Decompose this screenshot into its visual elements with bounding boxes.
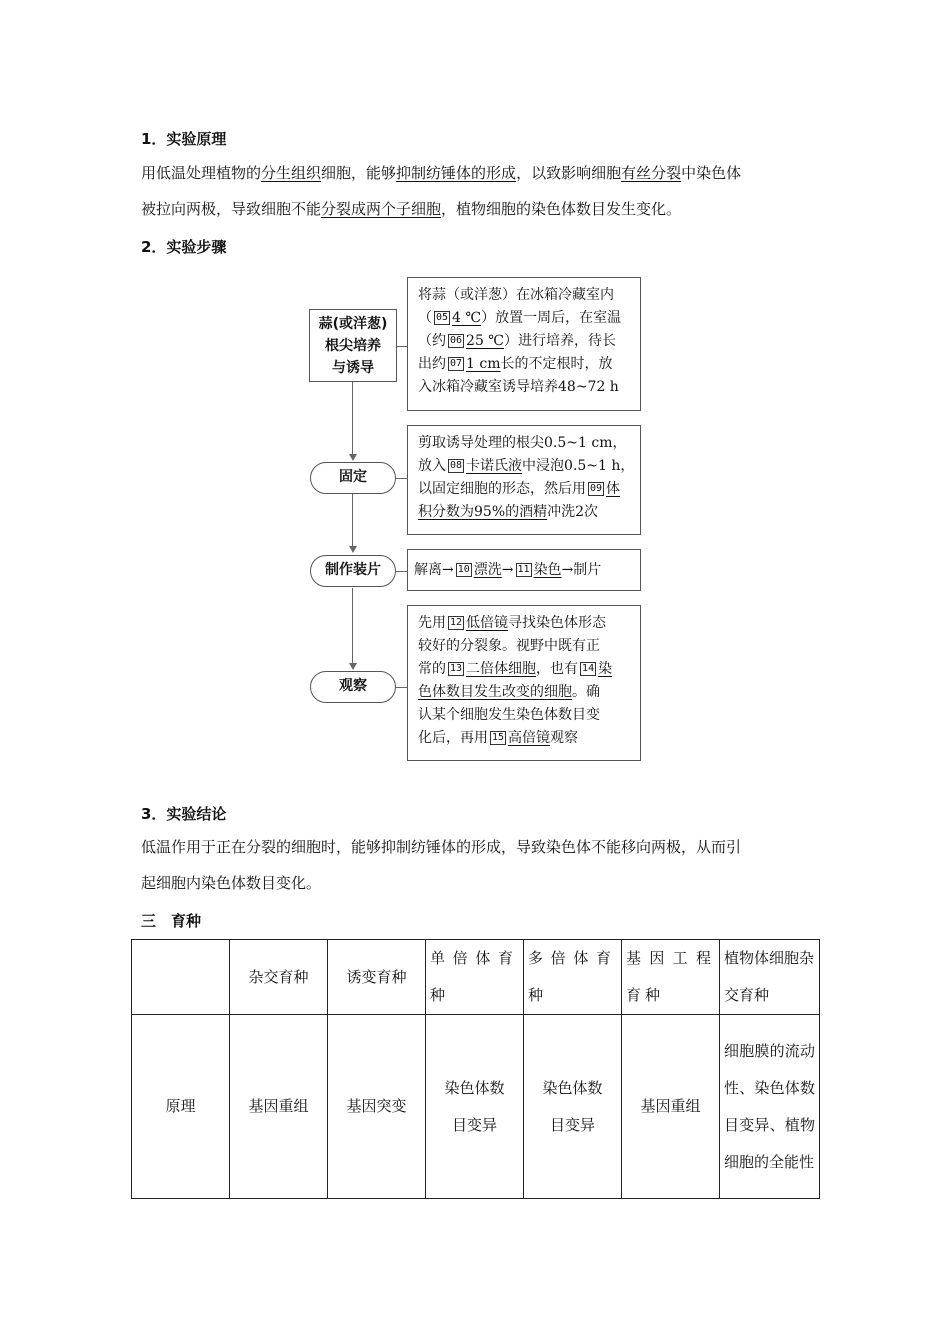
table-header-cell: 单倍体育种 — [426, 940, 524, 1015]
blank-answer: 体 — [606, 481, 621, 497]
table-cell: 细胞膜的流动性、染色体数目变异、植物细胞的全能性 — [720, 1015, 820, 1199]
desc-fix — [407, 425, 641, 535]
text: 中浸泡0.5~1 h， — [522, 458, 635, 474]
blank-number: 10 — [457, 564, 470, 575]
arrow-down-icon — [349, 454, 357, 461]
blank-number: 14 — [582, 663, 595, 674]
blank-answer: 25 ℃ — [466, 333, 504, 349]
blank-answer: 分生组织 — [261, 164, 322, 182]
text: 。确 — [572, 684, 600, 700]
section-heading-conclusion: 3．实验结论 — [141, 805, 227, 823]
blank-number: 12 — [450, 617, 463, 628]
text: 低温作用于正在分裂的细胞时，能够抑制纺锤体的形成，导致染色体不能移向两极，从而引 — [141, 838, 742, 856]
text: 以固定细胞的形态，然后用 — [418, 481, 586, 497]
text: 被拉向两极，导致细胞不能 — [141, 200, 322, 218]
text: （约 — [418, 333, 446, 349]
text: 先用 — [418, 615, 446, 631]
blank-answer: 漂洗 — [473, 562, 502, 578]
section-heading-breeding: 三 育种 — [141, 912, 202, 930]
flow-connector — [397, 346, 407, 347]
desc-culture — [407, 277, 641, 411]
desc-observe — [407, 605, 641, 761]
text: （ — [418, 310, 432, 326]
blank-answer: 抑制纺锤体的形成 — [396, 164, 517, 182]
blank-number: 09 — [590, 483, 603, 494]
desc-line: 较好的分裂象。视野中既有正 — [418, 638, 600, 654]
blank-answer: 分裂成两个子细胞 — [321, 200, 442, 218]
breeding-table — [131, 939, 820, 1199]
desc-line: 剪取诱导处理的根尖0.5~1 cm， — [418, 435, 627, 451]
table-cell: 基因重组 — [230, 1015, 328, 1199]
table-header-cell: 杂交育种 — [230, 940, 328, 1015]
table-cell: 染色体数目变异 — [426, 1015, 524, 1199]
node-mount: 制作装片 — [310, 555, 396, 587]
blank-answer: 色体数目发生改变的细胞 — [418, 684, 572, 700]
table-header-cell: 诱变育种 — [328, 940, 426, 1015]
section-heading-principle: 1．实验原理 — [141, 130, 227, 148]
blank-answer: 4 ℃ — [452, 310, 482, 326]
section-heading-steps: 2．实验步骤 — [141, 238, 227, 256]
text: 寻找染色体形态 — [508, 615, 607, 631]
text: 化后，再用 — [418, 730, 488, 746]
conclusion-paragraph — [141, 829, 821, 901]
table-row — [132, 1015, 820, 1199]
text: ）放置一周后，在室温 — [481, 310, 622, 326]
text: 解离 — [414, 562, 442, 578]
arrow-right-icon: → — [442, 562, 454, 578]
blank-number: 11 — [517, 564, 530, 575]
node-root-culture — [309, 309, 397, 382]
flow-connector — [396, 571, 407, 572]
text: 常的 — [418, 661, 446, 677]
blank-number: 06 — [450, 335, 463, 346]
text: ，以致影响细胞 — [516, 164, 622, 182]
blank-number: 13 — [450, 663, 463, 674]
text: 起细胞内染色体数目变化。 — [141, 874, 322, 892]
table-header-cell: 植物体细胞杂交育种 — [720, 940, 820, 1015]
blank-answer: 卡诺氏液 — [466, 458, 523, 474]
arrow-right-icon: → — [561, 562, 574, 578]
text: ）进行培养，待长 — [503, 333, 616, 349]
node-label: 根尖培养 — [325, 338, 381, 354]
blank-answer: 1 cm — [466, 356, 501, 372]
arrow-down-icon — [349, 663, 357, 670]
text: 放入 — [418, 458, 446, 474]
node-label: 与诱导 — [332, 360, 374, 376]
table-cell: 基因突变 — [328, 1015, 426, 1199]
blank-answer: 高倍镜 — [508, 730, 551, 746]
blank-answer: 二倍体细胞 — [466, 661, 537, 677]
text: 用低温处理植物的 — [141, 164, 262, 182]
principle-paragraph — [141, 155, 821, 227]
flow-connector — [396, 687, 407, 688]
blank-number: 07 — [450, 358, 463, 369]
blank-answer: 染色 — [533, 562, 562, 578]
text: 细胞，能够 — [321, 164, 397, 182]
node-label: 蒜(或洋葱) — [318, 316, 388, 332]
text: ，植物细胞的染色体数目发生变化。 — [441, 200, 682, 218]
blank-number: 05 — [436, 312, 449, 323]
text: 中染色体 — [681, 164, 742, 182]
text: 观察 — [550, 730, 579, 746]
arrow-right-icon: → — [501, 562, 514, 578]
desc-mount — [407, 549, 641, 591]
table-row-label: 原理 — [132, 1015, 230, 1199]
desc-line: 将蒜（或洋葱）在冰箱冷藏室内 — [418, 287, 614, 303]
blank-answer: 染 — [598, 661, 613, 677]
arrow-down-icon — [349, 546, 357, 553]
node-fix: 固定 — [310, 462, 396, 494]
text: 制片 — [573, 562, 602, 578]
blank-answer: 低倍镜 — [466, 615, 509, 631]
text: 出约 — [418, 356, 446, 372]
text: 冲洗2次 — [547, 504, 599, 520]
text: 长的不定根时，放 — [500, 356, 613, 372]
flow-connector — [352, 382, 353, 454]
blank-number: 15 — [492, 732, 505, 743]
table-header-cell: 多倍体育种 — [524, 940, 622, 1015]
flow-connector — [352, 588, 353, 663]
table-header-row — [132, 940, 820, 1015]
table-cell: 基因重组 — [622, 1015, 720, 1199]
blank-number: 08 — [450, 460, 463, 471]
blank-answer: 有丝分裂 — [621, 164, 682, 182]
table-cell: 染色体数目变异 — [524, 1015, 622, 1199]
flow-connector — [352, 494, 353, 546]
desc-line: 认某个细胞发生染色体数目变 — [418, 707, 600, 723]
blank-answer: 积分数为95%的酒精 — [418, 504, 548, 520]
text: ，也有 — [536, 661, 579, 677]
flow-connector — [396, 478, 407, 479]
node-observe: 观察 — [310, 671, 396, 703]
desc-line: 入冰箱冷藏室诱导培养48~72 h — [418, 379, 619, 395]
table-header-cell — [132, 940, 230, 1015]
table-header-cell: 基因工程育种 — [622, 940, 720, 1015]
